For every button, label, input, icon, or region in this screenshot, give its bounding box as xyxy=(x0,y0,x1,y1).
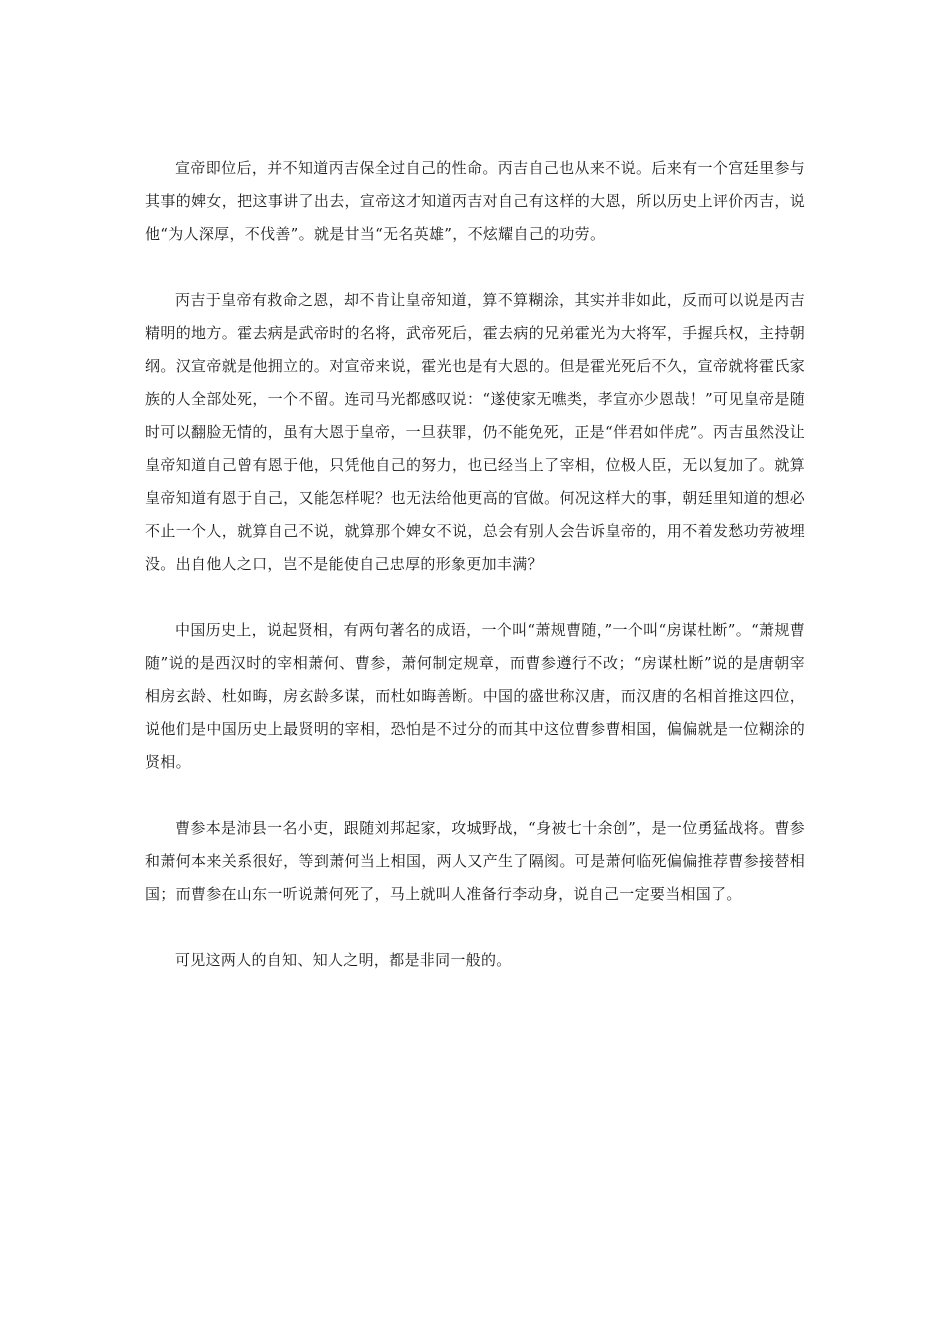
paragraph: 曹参本是沛县一名小吏，跟随刘邦起家，攻城野战，“身被七十余创”，是一位勇猛战将。曹参和萧何本来关系很好，等到萧何当上相国，两人又产生了隔阂。可是萧何临死偏偏推荐曹参接替相国；而曹参在山东一听说萧何死了，马上就叫人准备行李动身，说自己一定要当相国了。 xyxy=(145,819,805,903)
paragraph: 中国历史上，说起贤相，有两句著名的成语，一个叫“萧规曹随，”一个叫“房谋杜断”。“萧规曹随”说的是西汉时的宰相萧何、曹参，萧何制定规章，而曹参遵行不改；“房谋杜断”说的是唐朝宰相房玄龄、杜如晦，房玄龄多谋，而杜如晦善断。中国的盛世称汉唐，而汉唐的名相首推这四位，说他们是中国历史上最贤明的宰相，恐怕是不过分的而其中这位曹参曹相国，偏偏就是一位糊涂的贤相。 xyxy=(145,621,805,771)
paragraph: 可见这两人的自知、知人之明，都是非同一般的。 xyxy=(175,951,512,969)
document-body xyxy=(145,152,805,1010)
paragraph: 宣帝即位后，并不知道丙吉保全过自己的性命。丙吉自己也从来不说。后来有一个宫廷里参与其事的婢女，把这事讲了出去，宣帝这才知道丙吉对自己有这样的大恩，所以历史上评价丙吉，说他“为人深厚，不伐善”。就是甘当“无名英雄”，不炫耀自己的功劳。 xyxy=(145,159,805,243)
paragraph: 丙吉于皇帝有救命之恩，却不肯让皇帝知道，算不算糊涂，其实并非如此，反而可以说是丙吉精明的地方。霍去病是武帝时的名将，武帝死后，霍去病的兄弟霍光为大将军，手握兵权，主持朝纲。汉宣帝就是他拥立的。对宣帝来说，霍光也是有大恩的。但是霍光死后不久，宣帝就将霍氏家族的人全部处死，一个不留。连司马光都感叹说：“遂使家无噍类，孝宣亦少恩哉！”可见皇帝是随时可以翻脸无情的，虽有大恩于皇帝，一旦获罪，仍不能免死，正是“伴君如伴虎”。丙吉虽然没让皇帝知道自己曾有恩于他，只凭他自己的努力，也已经当上了宰相，位极人臣，无以复加了。就算皇帝知道有恩于自己，又能怎样呢？也无法给他更高的官做。何况这样大的事，朝廷里知道的想必不止一个人，就算自己不说，就算那个婢女不说，总会有别人会告诉皇帝的，用不着发愁功劳被埋没。出自他人之口，岂不是能使自己忠厚的形象更加丰满？ xyxy=(145,291,805,573)
